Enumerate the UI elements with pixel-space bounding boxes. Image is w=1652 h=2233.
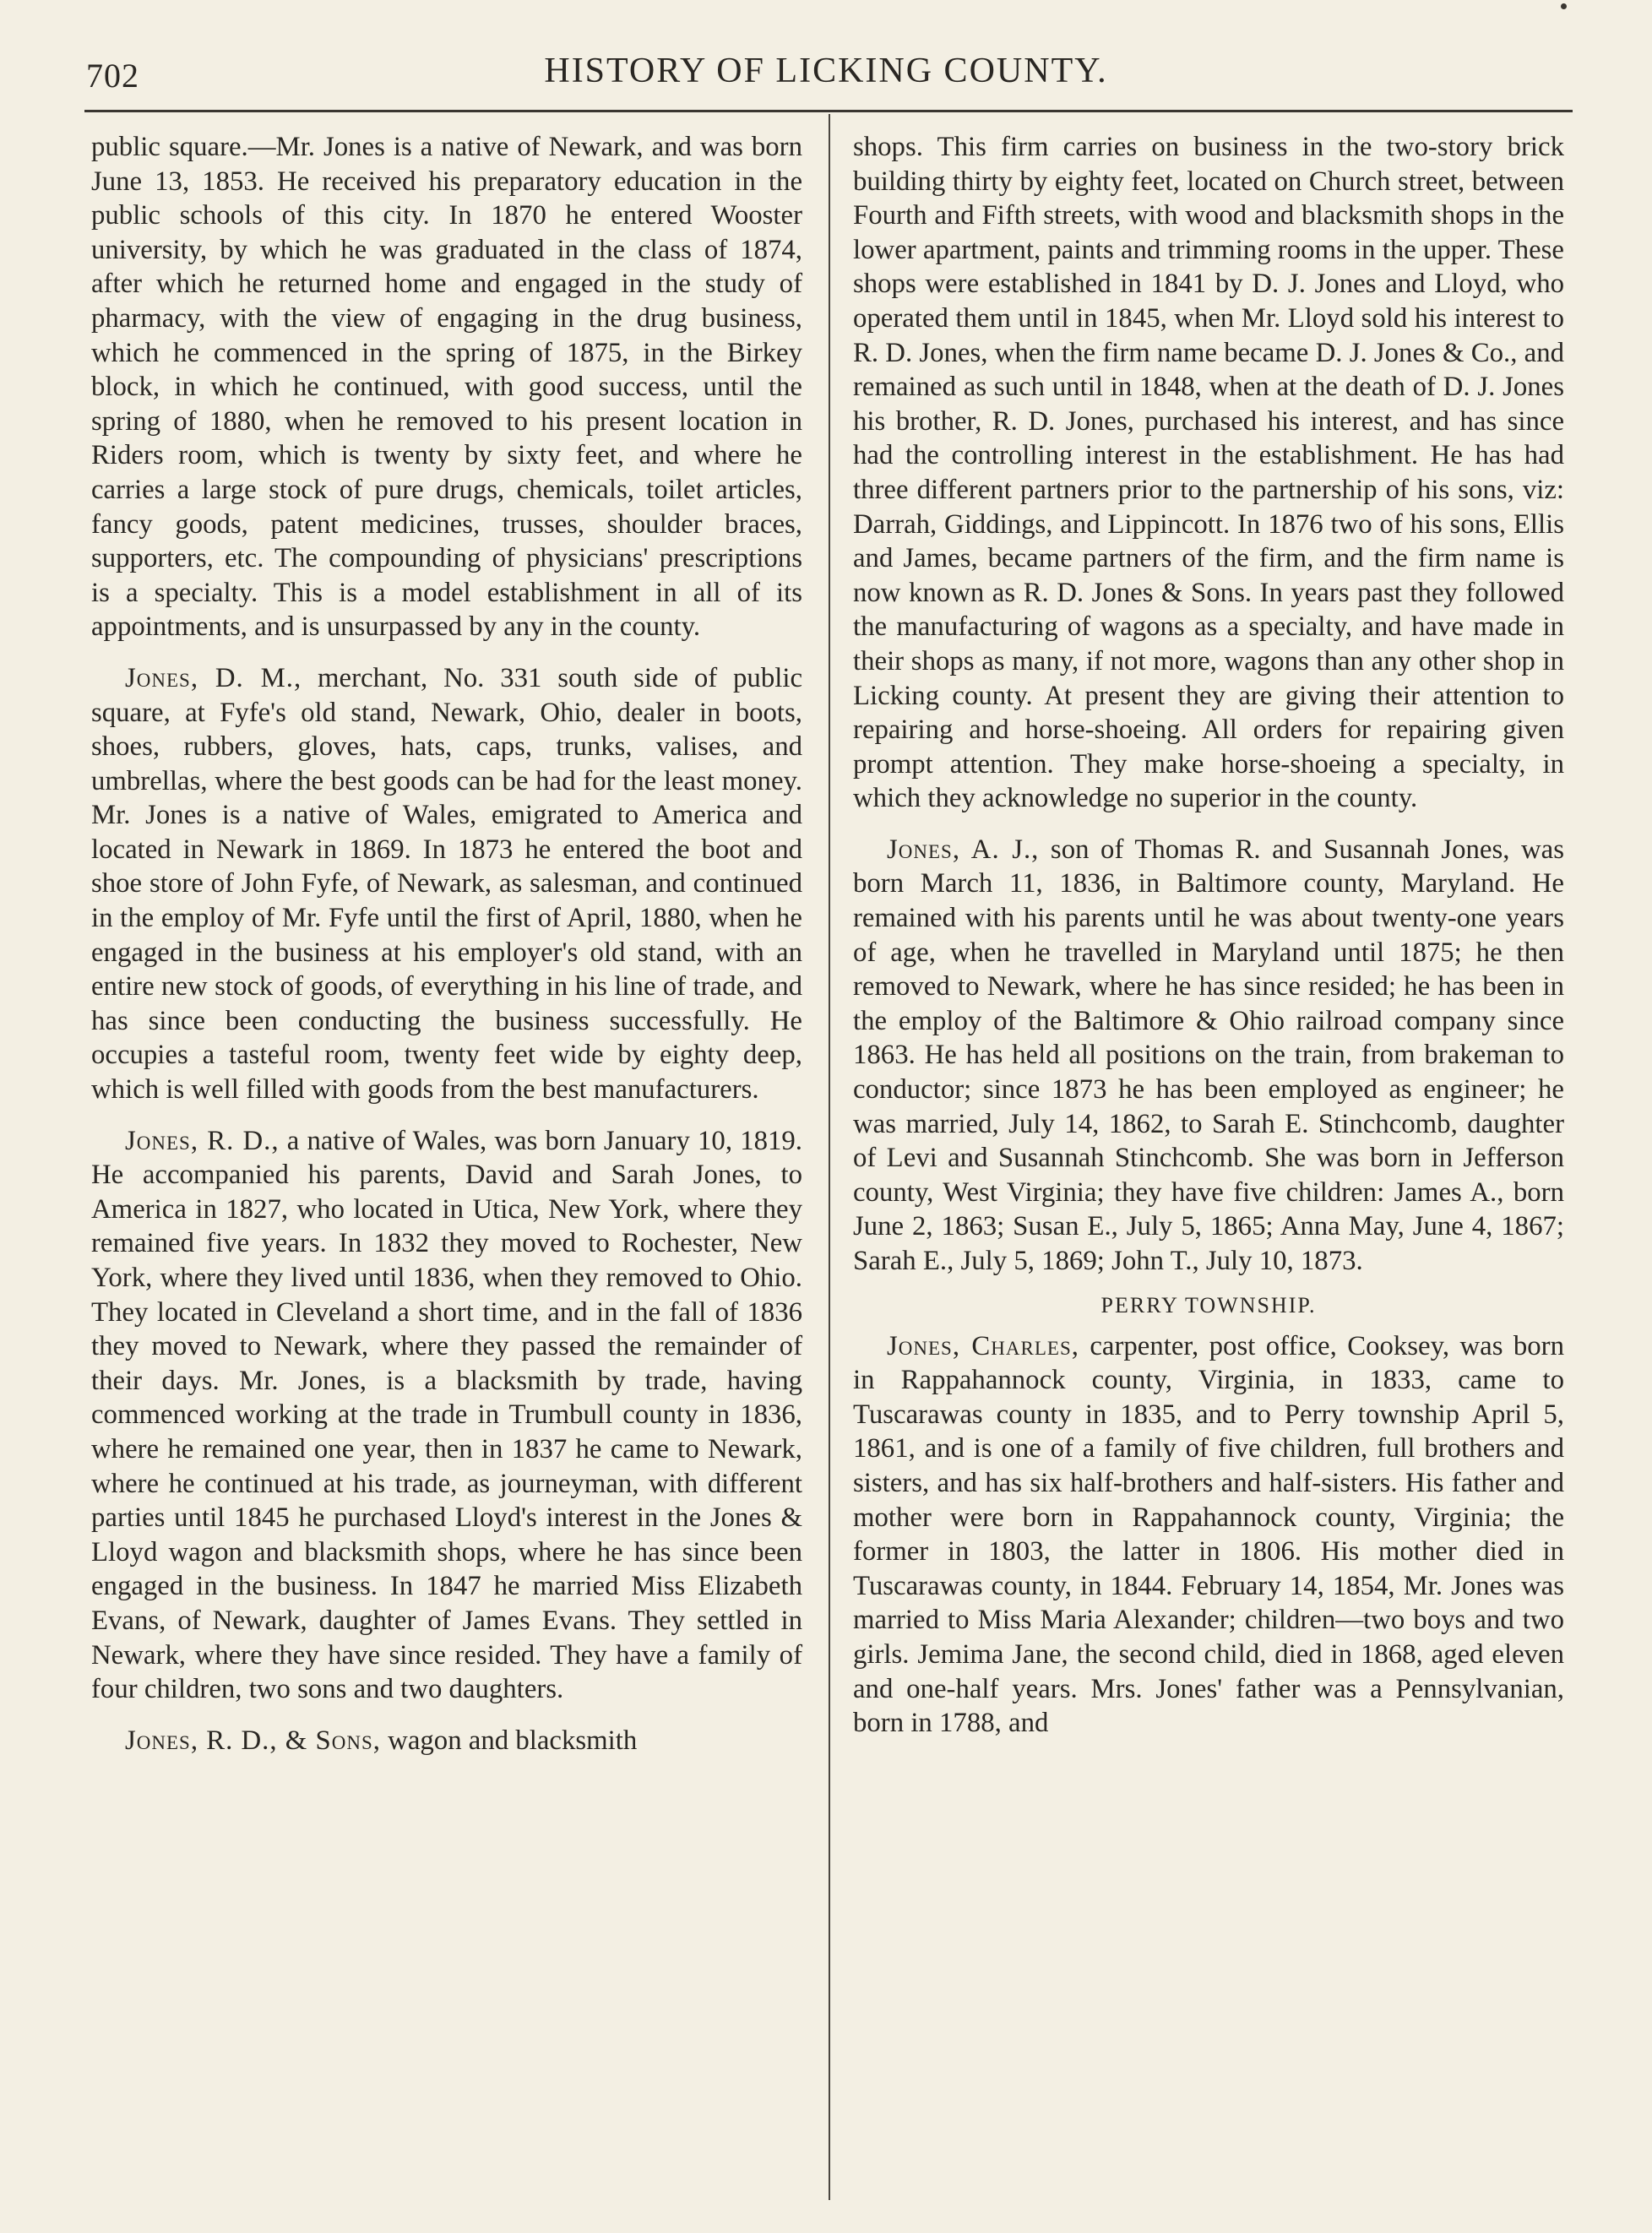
entry-jones-d-m: [91, 661, 802, 1107]
right-column: [853, 130, 1564, 1758]
header-rule: [84, 110, 1573, 112]
section-heading: PERRY TOWNSHIP.: [1100, 1292, 1317, 1318]
entry-jones-r-d-sons: [91, 1724, 802, 1758]
margin-mark: [1561, 3, 1567, 9]
entry-name: Jones, R. D., & Sons,: [125, 1725, 381, 1756]
page-number: 702: [86, 57, 139, 95]
entry-text: carpenter, post office, Cooksey, was born in Rappahannock county, Virginia, in 1833, came to Tuscarawas county in 1835, and to Perry township April 5, 1861, and is one of a family of five children, full brothers and sisters, and has six half-brothers and half-sisters. His father and mother were born in Rappahannock county, Virginia; the former in 1803, the latter in 1806. His mother died in Tuscarawas county, in 1844. February 14, 1854, Mr. Jones was married to Miss Maria Alexander; children—two boys and two girls. Jemima Jane, the second child, died in 1868, aged eleven and one-half years. Mrs. Jones' father was a Pennsylvanian, born in 1788, and: [853, 1330, 1565, 1739]
entry-text: son of Thomas R. and Susannah Jones, was born March 11, 1836, in Baltimore county, Maryland. He remained with his parents until he was about twenty-one years of age, when he travelled in Maryland until 1875; he then removed to Newark, where he has since resided; he has been in the employ of the Baltimore & Ohio railroad company since 1863. He has held all positions on the train, from brakeman to conductor; since 1873 he has been employed as engineer; he was married, July 14, 1862, to Sarah E. Stinchcomb, daughter of Levi and Susannah Stinchcomb. She was born in Jefferson county, West Virginia; they have five children: James A., born June 2, 1863; Susan E., July 5, 1865; Anna May, June 4, 1867; Sarah E., July 5, 1869; John T., July 10, 1873.: [853, 834, 1564, 1276]
entry-jones-a-j: [853, 833, 1564, 1279]
running-title: HISTORY OF LICKING COUNTY.: [544, 52, 1108, 90]
entry-jones-r-d: [91, 1124, 802, 1707]
entry-jones-charles: [853, 1329, 1564, 1741]
entry-name: Jones, Charles,: [887, 1330, 1079, 1361]
paragraph-continuation: public square.—Mr. Jones is a native of Newark, and was born June 13, 1853. He received his preparatory education in the public schools of this city. In 1870 he entered Wooster university, by which he was graduated in the class of 1874, after which he returned home and engaged in the study of pharmacy, with the view of engaging in the drug business, which he commenced in the spring of 1875, in the Birkey block, in which he continued, with good success, until the spring of 1880, when he removed to his present location in Riders room, which is twenty by sixty feet, and where he carries a large stock of pure drugs, chemicals, toilet articles, fancy goods, patent medicines, trusses, shoulder braces, supporters, etc. The compounding of physicians' prescriptions is a specialty. This is a model establishment in all of its appointments, and is unsurpassed by any in the county.: [91, 132, 802, 643]
left-column: [91, 130, 802, 1774]
entry-text: a native of Wales, was born January 10, 1819. He accompanied his parents, David and Sarah Jones, to America in 1827, who located in Utica, New York, where they remained five years. In 1832 they moved to Rochester, New York, where they lived until 1836, when they removed to Ohio. They located in Cleveland a short time, and in the fall of 1836 they moved to Newark, where they passed the remainder of their days. Mr. Jones, is a blacksmith by trade, having commenced working at the trade in Trumbull county in 1836, where he remained one year, then in 1837 he came to Newark, where he continued at his trade, as journeyman, with different parties until 1845 he purchased Lloyd's interest in the Jones & Lloyd wagon and blacksmith shops, where he has since been engaged in the business. In 1847 he married Miss Elizabeth Evans, of Newark, daughter of James Evans. They settled in Newark, where they have since resided. They have a family of four children, two sons and two daughters.: [91, 1125, 802, 1705]
paragraph-continuation: shops. This firm carries on business in the two-story brick building thirty by eighty feet, located on Church street, between Fourth and Fifth streets, with wood and blacksmith shops in the lower apartment, paints and trimming rooms in the upper. These shops were established in 1841 by D. J. Jones and Lloyd, who operated them until in 1845, when Mr. Lloyd sold his interest to R. D. Jones, when the firm name became D. J. Jones & Co., and remained as such until in 1848, when at the death of D. J. Jones his brother, R. D. Jones, purchased his interest, and has since had the controlling interest in the establishment. He has had three different partners prior to the partnership of his sons, viz: Darrah, Giddings, and Lippincott. In 1876 two of his sons, Ellis and James, became partners of the firm, and the firm name is now known as R. D. Jones & Sons. In years past they followed the manufacturing of wagons as a specialty, and have made in their shops as many, if not more, wagons than any other shop in Licking county. At present they are giving their attention to repairing and horse-shoeing. All orders for repairing given prompt attention. They make horse-shoeing a specialty, in which they acknowledge no superior in the county.: [853, 132, 1564, 814]
entry-name: Jones, D. M.,: [125, 662, 302, 693]
entry-text: wagon and blacksmith: [380, 1725, 638, 1756]
column-divider: [829, 114, 830, 2200]
entry-name: Jones, A. J.,: [887, 834, 1040, 865]
entry-name: Jones, R. D.,: [125, 1125, 280, 1156]
entry-text: merchant, No. 331 south side of public square, at Fyfe's old stand, Newark, Ohio, dealer in boots, shoes, rubbers, gloves, hats, caps, trunks, valises, and umbrellas, where the best goods can be had for the least money. Mr. Jones is a native of Wales, emigrated to America and located in Newark in 1869. In 1873 he entered the boot and shoe store of John Fyfe, of Newark, as salesman, and continued in the employ of Mr. Fyfe until the first of April, 1880, when he engaged in the business at his employer's old stand, with an entire new stock of goods, of everything in his line of trade, and has since been conducting the business successfully. He occupies a tasteful room, twenty feet wide by eighty deep, which is well filled with goods from the best manufacturers.: [91, 662, 802, 1106]
